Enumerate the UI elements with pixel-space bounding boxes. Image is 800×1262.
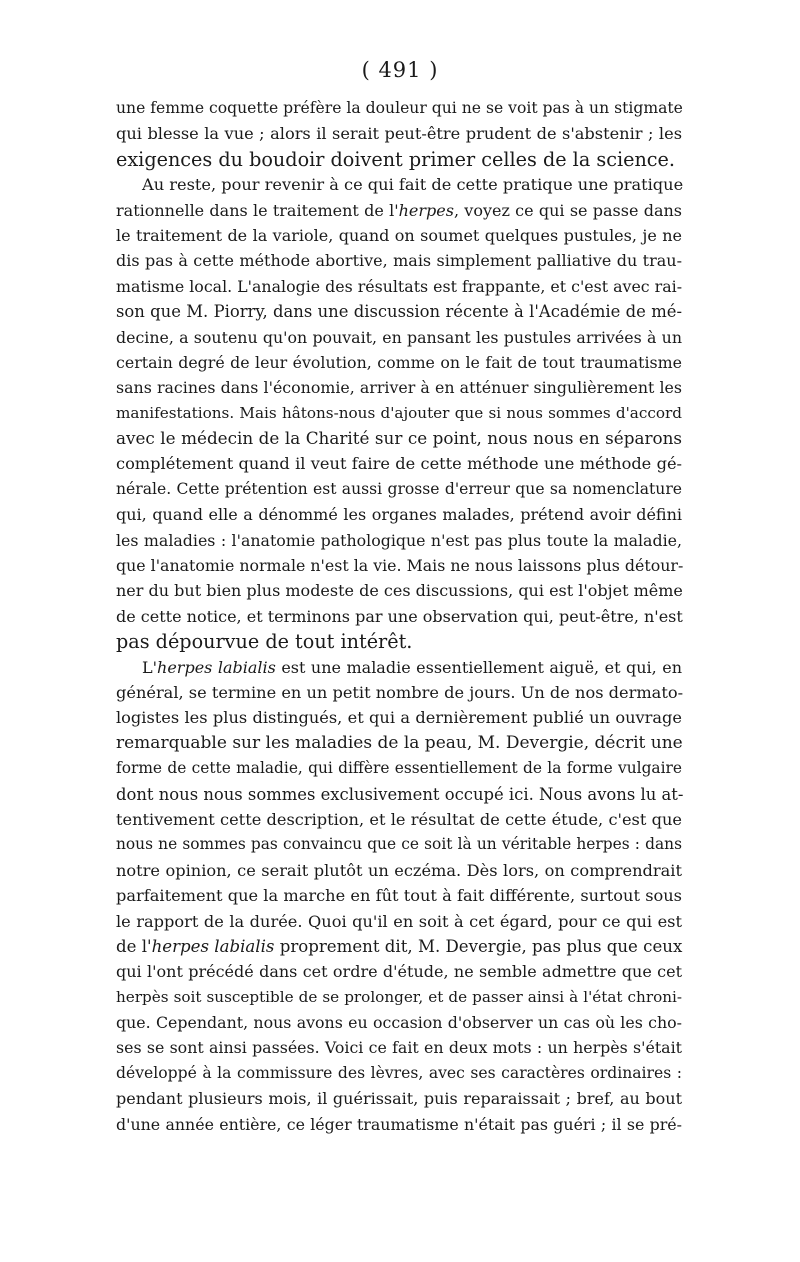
text-line: dont nous nous sommes exclusivement occupé ici. Nous avons lu at-: [116, 784, 684, 804]
italic-term: herpes: [398, 200, 454, 220]
text-line: parfaitement que la marche en fût tout à fait différente, surtout sous: [116, 886, 682, 906]
text-line: son que M. Piorry, dans une discussion récente à l'Académie de mé-: [116, 302, 682, 322]
text-line: une femme coquette préfère la douleur qui ne se voit pas à un stigmate: [116, 99, 683, 117]
text-line: remarquable sur les maladies de la peau, M. Devergie, décrit une: [116, 732, 683, 753]
text-line: qui, quand elle a dénommé les organes malades, prétend avoir défini: [116, 505, 682, 525]
text-fragment: L': [142, 657, 158, 677]
text-line: le rapport de la durée. Quoi qu'il en soit à cet égard, pour ce qui est: [116, 911, 682, 931]
text-line: que l'anatomie normale n'est la vie. Mais ne nous laissons plus détour-: [116, 556, 684, 576]
text-line: herpès soit susceptible de se prolonger, et de passer ainsi à l'état chroni-: [116, 987, 682, 1006]
text-line: exigences du boudoir doivent primer celles de la science.: [116, 147, 676, 171]
text-line: qui blesse la vue ; alors il serait peut-être prudent de s'abstenir ; les: [116, 124, 682, 144]
text-line: les maladies : l'anatomie pathologique n'est pas plus toute la maladie,: [116, 530, 682, 550]
text-line: avec le médecin de la Charité sur ce point, nous nous en séparons: [116, 428, 682, 449]
text-line: pendant plusieurs mois, il guérissait, puis reparaissait ; bref, au bout: [116, 1089, 682, 1109]
text-line: que. Cependant, nous avons eu occasion d'observer un cas où les cho-: [116, 1013, 682, 1033]
text-line: le traitement de la variole, quand on soumet quelques pustules, je ne: [116, 225, 682, 245]
text-line: manifestations. Mais hâtons-nous d'ajouter que si nous sommes d'accord: [116, 403, 682, 422]
text-line: [116, 198, 682, 223]
text-line: ses se sont ainsi passées. Voici ce fait en deux mots : un herpès s'était: [116, 1038, 682, 1058]
italic-term: herpes labialis: [157, 657, 276, 677]
text-fragment: proprement dit, M. Devergie, pas plus que ceux: [274, 936, 683, 956]
text-line: complétement quand il veut faire de cette méthode une méthode gé-: [116, 454, 682, 474]
text-line: certain degré de leur évolution, comme on le fait de tout traumatisme: [116, 352, 682, 372]
text-line: logistes les plus distingués, et qui a dernièrement publié un ouvrage: [116, 708, 682, 728]
text-line: decine, a soutenu qu'on pouvait, en pansant les pustules arrivées à un: [116, 327, 682, 347]
text-line: qui l'ont précédé dans cet ordre d'étude, ne semble admettre que cet: [116, 962, 682, 982]
text-fragment: est une maladie essentiellement aiguë, et qui, en: [275, 657, 682, 677]
text-line: [116, 655, 682, 680]
text-line: Au reste, pour revenir à ce qui fait de cette pratique une pratique: [142, 175, 684, 195]
italic-term: herpes labialis: [151, 936, 275, 956]
text-fragment: rationnelle dans le traitement de l': [116, 200, 399, 220]
text-line: d'une année entière, ce léger traumatisme n'était pas guéri ; il se pré-: [116, 1114, 682, 1134]
text-line: sans racines dans l'économie, arriver à en atténuer singulièrement les: [116, 378, 682, 398]
text-fragment: , voyez ce qui se passe dans: [453, 200, 682, 220]
text-line: ner du but bien plus modeste de ces discussions, qui est l'objet même: [116, 581, 683, 601]
text-line: nous ne sommes pas convaincu que ce soit là un véritable herpes : dans: [116, 835, 682, 854]
page-number: ( 491 ): [361, 58, 439, 82]
text-line: matisme local. L'analogie des résultats est frappante, et c'est avec rai-: [116, 276, 683, 296]
text-line: pas dépourvue de tout intérêt.: [116, 630, 413, 654]
text-line: de cette notice, et terminons par une observation qui, peut-être, n'est: [116, 606, 683, 626]
text-line: tentivement cette description, et le résultat de cette étude, c'est que: [116, 809, 682, 829]
text-line: développé à la commissure des lèvres, avec ses caractères ordinaires :: [116, 1063, 682, 1082]
text-line: nérale. Cette prétention est aussi grosse d'erreur que sa nomenclature: [116, 479, 682, 498]
text-line: forme de cette maladie, qui diffère essentiellement de la forme vulgaire: [116, 759, 682, 778]
text-line: notre opinion, ce serait plutôt un eczéma. Dès lors, on comprendrait: [116, 860, 682, 880]
text-fragment: de l': [116, 936, 152, 956]
text-line: dis pas à cette méthode abortive, mais simplement palliative du trau-: [116, 251, 682, 271]
text-line: général, se termine en un petit nombre de jours. Un de nos dermato-: [116, 682, 684, 702]
body-text: [116, 96, 682, 1137]
text-line: [116, 934, 682, 959]
